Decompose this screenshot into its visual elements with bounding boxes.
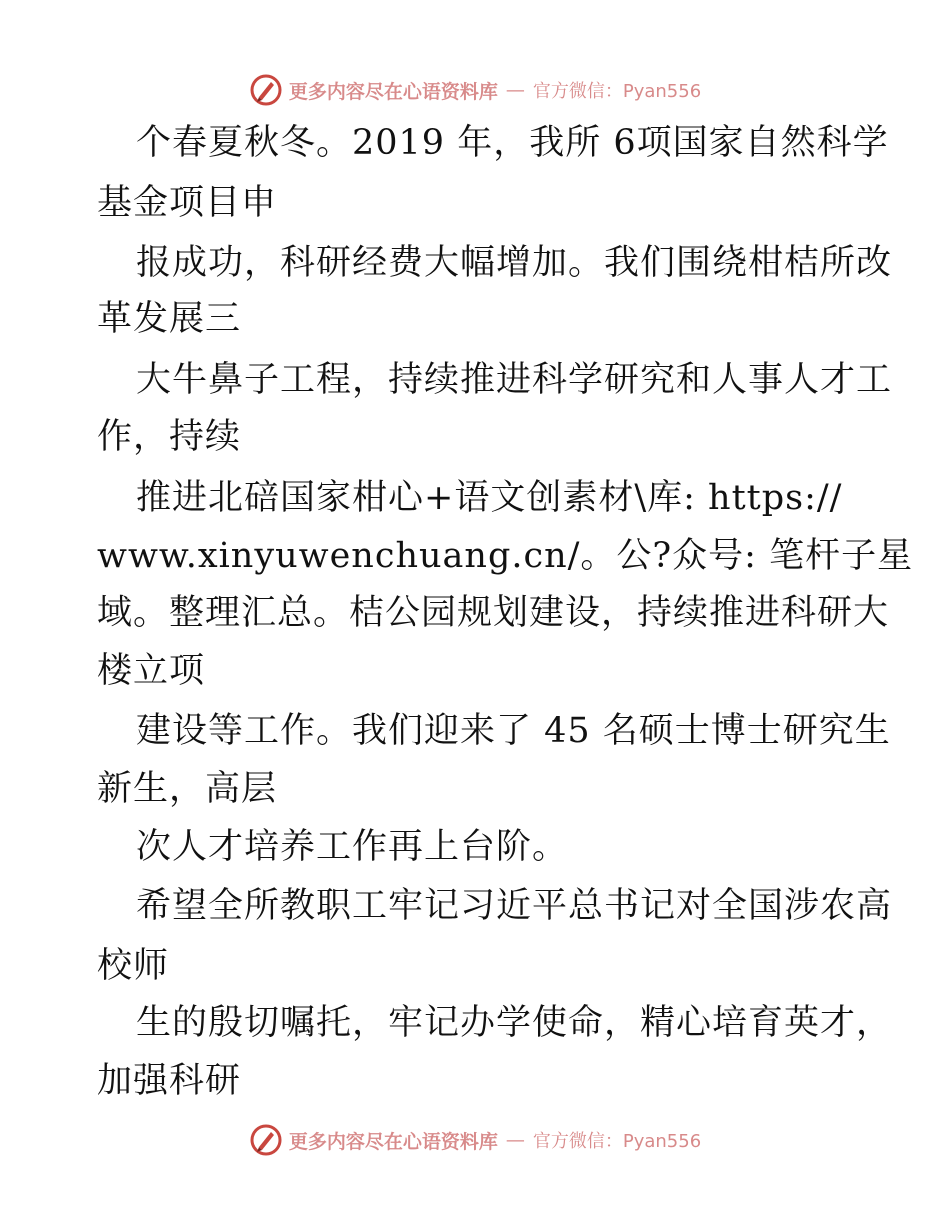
text-line: 加强科研	[97, 1061, 242, 1101]
pen-circle-icon	[249, 73, 283, 107]
header-watermark	[0, 70, 950, 110]
text-line: 域。整理汇总。桔公园规划建设，持续推进科研大	[97, 593, 890, 633]
text-line: www.xinyuwenchuang.cn/。公?众号: 笔杆子星	[97, 536, 914, 576]
text-line: 作，持续	[97, 417, 242, 457]
text-line: 革发展三	[97, 299, 242, 339]
watermark-wechat-text: 官方微信：Pyan556	[532, 1131, 702, 1152]
text-line: 个春夏秋冬。2019 年，我所 6项国家自然科学	[136, 123, 889, 163]
text-line: 报成功，科研经费大幅增加。我们围绕柑桔所改	[136, 243, 893, 283]
pen-circle-icon	[249, 1123, 283, 1157]
watermark-dash: —	[505, 1129, 525, 1151]
text-line: 希望全所教职工牢记习近平总书记对全国涉农高	[136, 886, 893, 926]
watermark-dash: —	[505, 79, 525, 101]
text-line: 基金项目申	[97, 183, 278, 223]
text-line: 建设等工作。我们迎来了 45 名硕士博士研究生	[136, 711, 891, 751]
watermark-brand-text: 更多内容尽在心语资料库	[288, 1130, 498, 1153]
text-line: 楼立项	[97, 651, 206, 691]
footer-watermark	[0, 1120, 950, 1160]
text-line: 生的殷切嘱托，牢记办学使命，精心培育英才，	[136, 1003, 893, 1043]
text-line: 新生，高层	[97, 769, 278, 809]
watermark-brand-text: 更多内容尽在心语资料库	[288, 80, 498, 103]
watermark-wechat-text: 官方微信：Pyan556	[532, 81, 702, 102]
watermark-group	[249, 73, 701, 107]
text-line: 大牛鼻子工程，持续推进科学研究和人事人才工	[136, 360, 893, 400]
text-line: 校师	[97, 946, 170, 986]
watermark-group	[249, 1123, 701, 1157]
text-line: 次人才培养工作再上台阶。	[136, 827, 569, 867]
text-line: 推进北碚国家柑心+语文创素材\库: https://	[136, 478, 843, 518]
